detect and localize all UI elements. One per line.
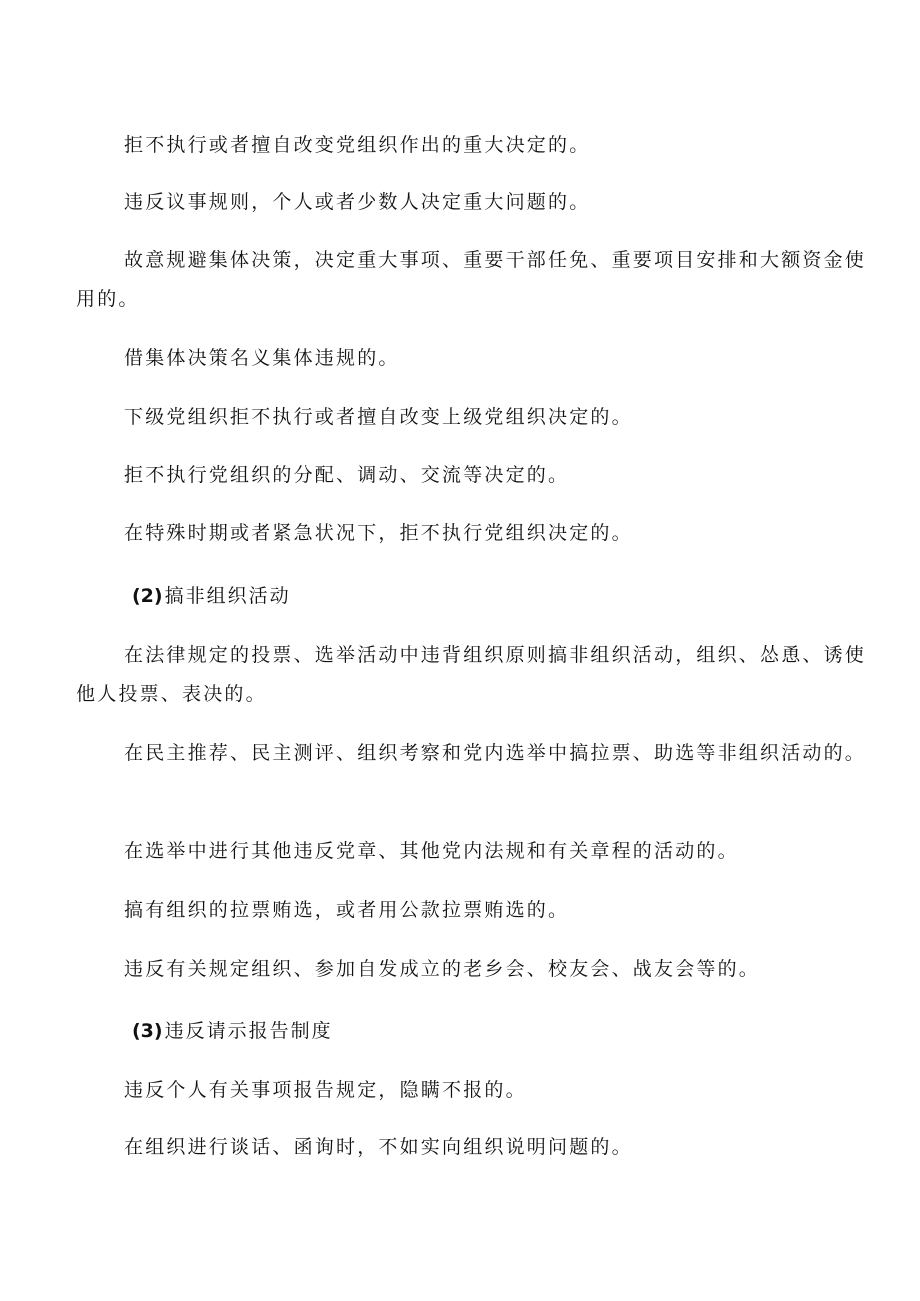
paragraph: 借集体决策名义集体违规的。 [124, 347, 400, 369]
section-number: (2) [132, 585, 163, 607]
paragraph: 违反议事规则，个人或者少数人决定重大问题的。 [124, 191, 591, 213]
paragraph: 拒不执行或者擅自改变党组织作出的重大决定的。 [124, 134, 591, 156]
paragraph: 搞有组织的拉票贿选，或者用公款拉票贿选的。 [124, 899, 570, 921]
section-number: (3) [132, 1020, 163, 1042]
paragraph: 在民主推荐、民主测评、组织考察和党内选举中搞拉票、助选等非组织活动的。 [124, 742, 867, 764]
paragraph: 违反个人有关事项报告规定，隐瞒不报的。 [124, 1079, 527, 1101]
section-heading [132, 1012, 333, 1051]
paragraph: 在法律规定的投票、选举活动中违背组织原则搞非组织活动，组织、怂恿、诱使他人投票、表决的。 [76, 644, 867, 705]
paragraph: 违反有关规定组织、参加自发成立的老乡会、校友会、战友会等的。 [124, 958, 761, 980]
section-title: 搞非组织活动 [164, 585, 291, 607]
section-heading [132, 577, 291, 616]
paragraph: 在组织进行谈话、函询时，不如实向组织说明问题的。 [124, 1136, 633, 1158]
paragraph: 故意规避集体决策，决定重大事项、重要干部任免、重要项目安排和大额资金使用的。 [76, 249, 867, 310]
paragraph: 在选举中进行其他违反党章、其他党内法规和有关章程的活动的。 [124, 840, 739, 862]
paragraph: 拒不执行党组织的分配、调动、交流等决定的。 [124, 464, 570, 486]
paragraph: 在特殊时期或者紧急状况下，拒不执行党组织决定的。 [124, 522, 633, 544]
section-title: 违反请示报告制度 [164, 1020, 333, 1042]
paragraph: 下级党组织拒不执行或者擅自改变上级党组织决定的。 [124, 406, 633, 428]
